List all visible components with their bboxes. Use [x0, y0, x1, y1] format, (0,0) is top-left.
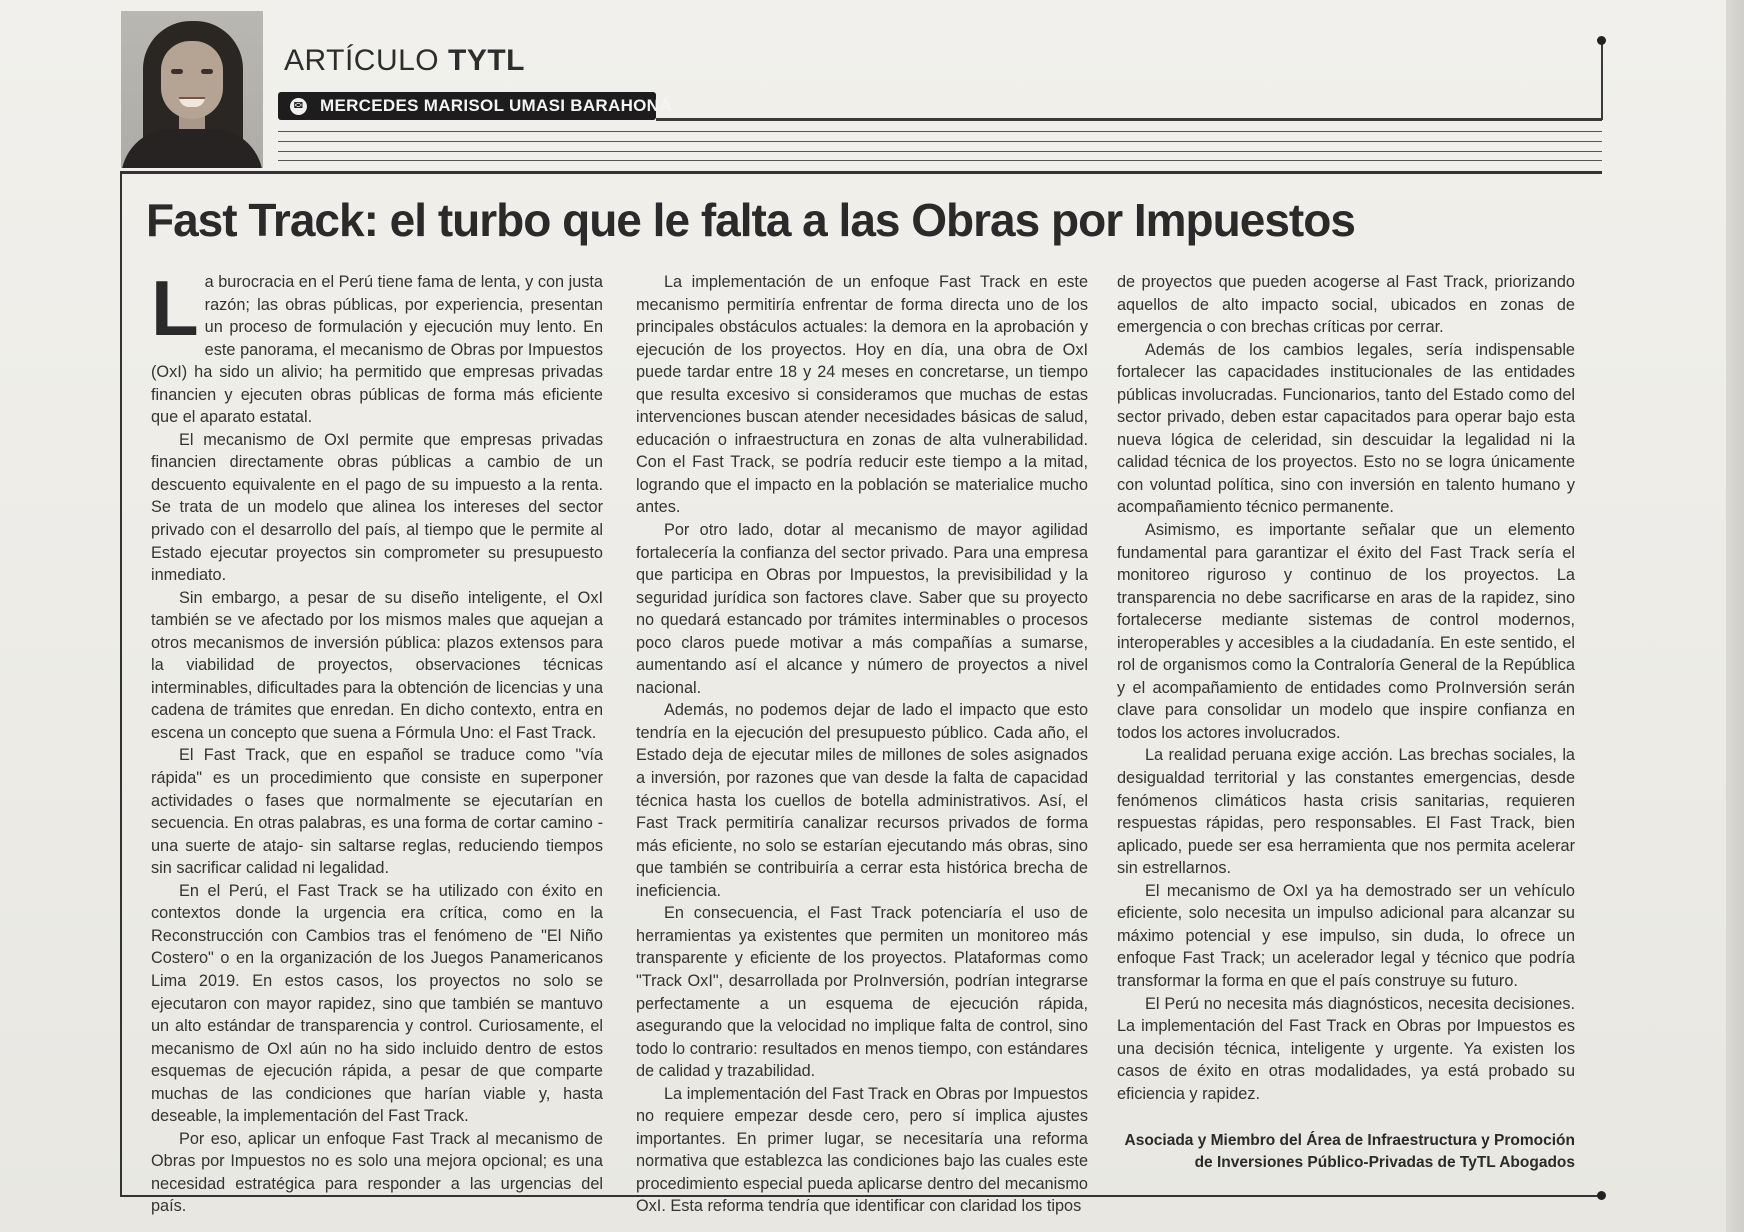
header-rule: [278, 151, 1602, 152]
section-label: [284, 44, 525, 78]
paragraph: La realidad peruana exige acción. Las brechas sociales, la desigualdad territorial y las constantes emergencias, desde fenómenos climáticos hasta crisis sanitarias, requieren respuestas rápidas, pero responsables. El Fast Track, bien aplicado, puede ser esa herramienta que nos permita acelerar sin estrellarnos.: [1117, 746, 1575, 878]
paragraph: Asimismo, es importante señalar que un elemento fundamental para garantizar el éxito del Fast Track sería el monitoreo riguroso y continuo de los proyectos. La transparencia no debe sacrificarse en aras de la rapidez, sino fortalecerse mediante sistemas de control modernos, interoperables y accesibles a la ciudadanía. En este sentido, el rol de organismos como la Contraloría General de la República y el acompañamiento de entidades como ProInversión serán clave para consolidar un modelo que inspire confianza en todos los actores involucrados.: [1117, 521, 1575, 742]
author-icon: ✉: [290, 98, 307, 115]
paragraph: Por otro lado, dotar al mecanismo de mayor agilidad fortalecería la confianza del sector privado. Para una empresa que participa en Obras por Impuestos, la previsibilidad y la seguridad jurídica son factores clave. Saber que su proyecto no quedará estancado por trámites interminables o procesos poco claros puede motivar a más compañías a sumarse, aumentando así el alcance y número de proyectos a nivel nacional.: [636, 521, 1088, 697]
signature-line: Asociada y Miembro del Área de Infraestructura y Promoción: [1124, 1132, 1575, 1149]
signature-line: de Inversiones Público-Privadas de TyTL Abogados: [1194, 1154, 1575, 1171]
article-column-1: [151, 264, 603, 1218]
author-photo: [121, 11, 263, 168]
corner-dot: [1597, 1191, 1606, 1200]
paragraph: Además, no podemos dejar de lado el impacto que esto tendría en la ejecución del presupuesto público. Cada año, el Estado deja de ejecutar miles de millones de soles asignados a inversión, por razones que van desde la falta de capacidad técnica hasta los cuellos de botella administrativos. Así, el Fast Track permitiría canalizar recursos privados de forma más eficiente, no solo se estarían ejecutando más obras, sino que también se contribuiría a cerrar esta histórica brecha de ineficiencia.: [636, 701, 1088, 900]
dropcap: L: [151, 264, 199, 352]
paragraph: El Perú no necesita más diagnósticos, necesita decisiones. La implementación del Fast Track en Obras por Impuestos es una decisión técnica, inteligente y urgente. Ya existen los casos de éxito en otras modalidades, ya está probado su eficiencia y rapidez.: [1117, 994, 1575, 1103]
article-column-2: [636, 271, 1088, 1218]
header-rule: [278, 141, 1602, 142]
paragraph: Por eso, aplicar un enfoque Fast Track al mecanismo de Obras por Impuestos no es solo una mejora opcional; es una necesidad estratégica para responder a las urgencias del país.: [151, 1129, 603, 1216]
paragraph: La implementación de un enfoque Fast Track en este mecanismo permitiría enfrentar de forma directa uno de los principales obstáculos actuales: la demora en la aprobación y ejecución de los proyectos. Hoy en día, una obra de OxI puede tardar entre 18 y 24 meses en concretarse, un tiempo que resulta excesivo si consideramos que muchas de estas intervenciones buscan atender necesidades básicas de salud, educación o infraestructura en zonas de alta vulnerabilidad. Con el Fast Track, se podría reducir este tiempo a la mitad, logrando que el impacto en la población se materialice mucho antes.: [636, 273, 1088, 517]
paragraph: La burocracia en el Perú tiene fama de lenta, y con justa razón; las obras públicas, por experiencia, presentan un proceso de formulación y ejecución muy lento. En este panorama, el mecanismo de Obras por Impuestos (OxI) ha sido un alivio; ha permitido que empresas privadas financien y ejecuten obras públicas de forma más eficiente que el aparato estatal.: [151, 264, 603, 427]
paragraph: El mecanismo de OxI permite que empresas privadas financien directamente obras públicas a cambio de un descuento equivalente en el pago de su impuesto a la renta. Se trata de un modelo que alinea los intereses del sector privado con el desarrollo del país, al tiempo que le permite al Estado ejecutar proyectos sin comprometer su presupuesto inmediato.: [151, 430, 603, 585]
section-label-brand: TYTL: [448, 44, 525, 77]
author-name: MERCEDES MARISOL UMASI BARAHONA: [320, 96, 672, 115]
header-rule: [278, 160, 1602, 161]
author-signature: [1110, 1130, 1575, 1174]
paragraph: En consecuencia, el Fast Track potenciaría el uso de herramientas ya existentes que permiten un monitoreo más transparente y eficiente de los proyectos. Plataformas como "Track OxI", desarrollada por ProInversión, podrían integrarse perfectamente a un esquema de ejecución rápida, asegurando que la velocidad no implique falta de control, sino todo lo contrario: resultados en menos tiempo, con estándares de calidad y trazabilidad.: [636, 904, 1088, 1081]
header-rule: [656, 118, 1602, 121]
paragraph: Además de los cambios legales, sería indispensable fortalecer las capacidades institucionales de las entidades públicas involucradas. Funcionarios, tanto del Estado como del sector privado, deben estar capacitados para operar bajo esta nueva lógica de celeridad, sin descuidar la legalidad ni la calidad técnica de los proyectos. Esto no se logra únicamente con voluntad política, sino con inversión en talento humano y acompañamiento técnico permanente.: [1117, 340, 1575, 517]
page-edge: [1726, 0, 1744, 1232]
paragraph: En el Perú, el Fast Track se ha utilizado con éxito en contextos donde la urgencia era crítica, como en la Reconstrucción con Cambios tras el fenómeno de "El Niño Costero" o en la organización de los Juegos Panamericanos Lima 2019. En estos casos, los proyectos no solo se ejecutaron con mayor rapidez, sino que también se mantuvo un alto estándar de transparencia y control. Curiosamente, el mecanismo de OxI aún no ha sido incluido dentro de estos esquemas de ejecución rápida, a pesar de que comparte muchas de las condiciones que harían viable y, hasta deseable, la implementación del Fast Track.: [151, 881, 603, 1126]
article-column-3: [1117, 271, 1575, 1105]
article-headline: Fast Track: el turbo que le falta a las Obras por Impuestos: [146, 194, 1355, 246]
header-rule: [278, 131, 1602, 132]
author-byline: [278, 92, 672, 120]
paragraph: La implementación del Fast Track en Obras por Impuestos no requiere empezar desde cero, pero sí implica ajustes importantes. En primer lugar, se necesitaría una reforma normativa que establezca las condiciones bajo las cuales este procedimiento especial pueda aplicarse dentro del mecanismo OxI. Esta reforma tendría que identificar con claridad los tipos: [636, 1084, 1088, 1216]
corner-dot: [1597, 36, 1606, 45]
section-label-prefix: ARTÍCULO: [284, 44, 440, 77]
paragraph: de proyectos que pueden acogerse al Fast Track, priorizando aquellos de alto impacto social, ubicados en zonas de emergencia o con brechas críticas por cerrar.: [1117, 273, 1575, 337]
paragraph: El Fast Track, que en español se traduce como "vía rápida" es un procedimiento que consiste en superponer actividades o fases que normalmente se ejecutarían en secuencia. En otras palabras, es una forma de cortar camino -una suerte de atajo- sin saltarse reglas, reduciendo tiempos sin sacrificar calidad ni legalidad.: [151, 746, 603, 878]
right-rule: [1601, 40, 1603, 120]
paragraph: El mecanismo de OxI ya ha demostrado ser un vehículo eficiente, solo necesita un impulso adicional para alcanzar su máximo potencial y ese impulso, sin duda, lo ofrece un enfoque Fast Track; un acelerador legal y técnico que podría transformar la forma en que el país construye su futuro.: [1117, 881, 1575, 990]
paragraph: Sin embargo, a pesar de su diseño inteligente, el OxI también se ve afectado por los mismos males que aquejan a otros mecanismos de inversión pública: plazos extensos para la viabilidad de proyectos, observaciones técnicas interminables, dificultades para la obtención de licencias y una cadena de trámites que enredan. En dicho contexto, entra en escena un concepto que suena a Fórmula Uno: el Fast Track.: [151, 588, 603, 742]
